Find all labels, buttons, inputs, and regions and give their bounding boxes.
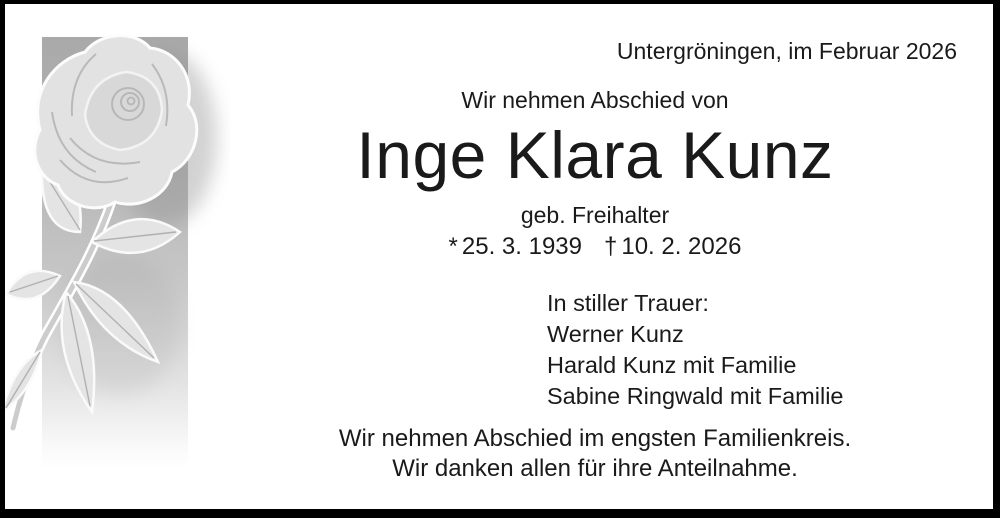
closing-line: Wir nehmen Abschied im engsten Familienkreis. [338, 425, 852, 452]
closing-block [190, 424, 1000, 484]
mourner-line: Sabine Ringwald mit Familie [547, 383, 844, 409]
life-dates [190, 233, 1000, 261]
death-date-group [604, 233, 741, 260]
death-date: 10. 2. 2026 [621, 233, 742, 260]
intro-line: Wir nehmen Abschied von [461, 87, 729, 113]
birth-date-group [449, 233, 582, 260]
deceased-name: Inge Klara Kunz [356, 118, 834, 192]
closing-line: Wir danken allen für ihre Anteilnahme. [392, 455, 798, 482]
died-symbol: † [603, 233, 618, 260]
birth-date: 25. 3. 1939 [461, 233, 582, 260]
mourners-heading: In stiller Trauer: [547, 290, 709, 316]
maiden-name: geb. Freihalter [520, 202, 670, 228]
dateline: Untergröningen, im Februar 2026 [616, 38, 957, 64]
born-symbol: * [448, 233, 458, 260]
mourner-line: Harald Kunz mit Familie [547, 352, 797, 378]
mourners-block [547, 288, 843, 412]
mourner-line: Werner Kunz [547, 321, 684, 347]
